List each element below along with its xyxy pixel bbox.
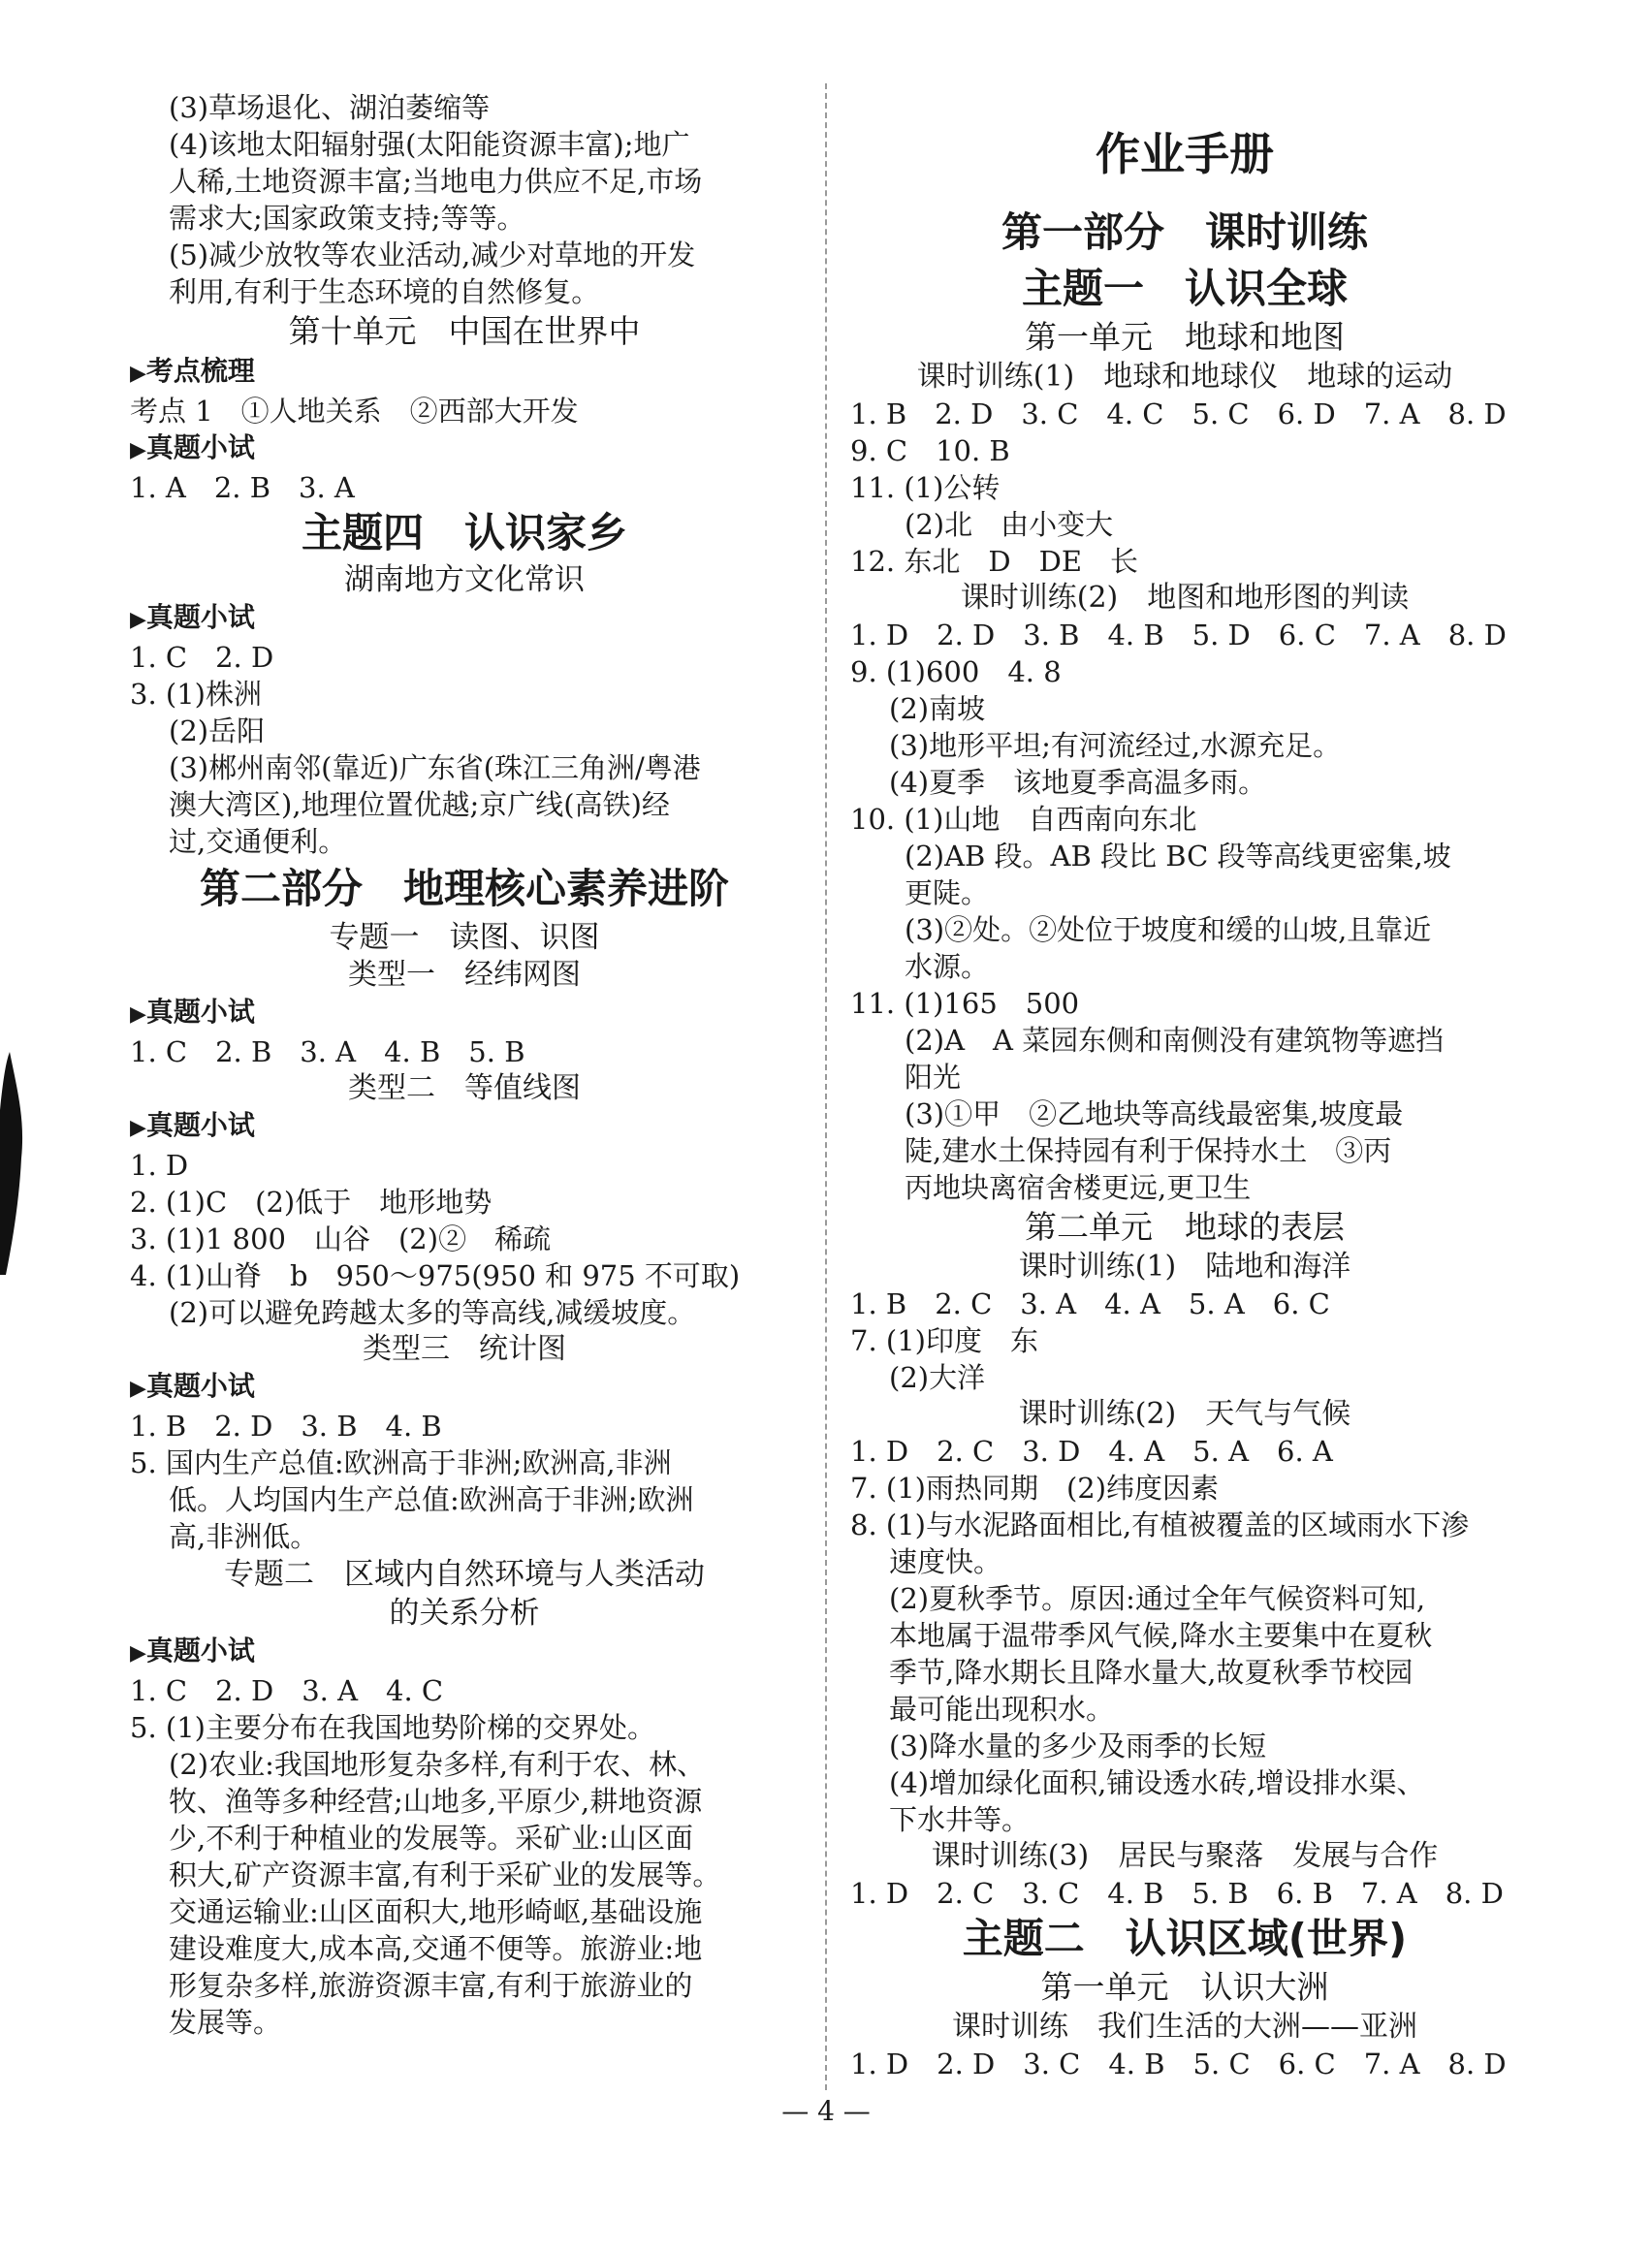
answer-line: 丙地块离宿舍楼更远,更卫生 bbox=[905, 1171, 1252, 1204]
answer-line: 高,非洲低。 bbox=[169, 1520, 319, 1553]
part-heading: 第一部分 课时训练 bbox=[1001, 208, 1368, 256]
section-tag bbox=[130, 1633, 799, 1672]
answer-line: 1. B 2. D 3. B 4. B bbox=[130, 1410, 442, 1443]
theme-heading: 主题二 认识区域(世界) bbox=[962, 1915, 1408, 1962]
answer-line: 11. (1)公转 bbox=[850, 471, 1001, 504]
answer-line: (2)农业:我国地形复杂多样,有利于农、林、 bbox=[169, 1748, 706, 1781]
answer-line: 5. (1)主要分布在我国地势阶梯的交界处。 bbox=[130, 1711, 655, 1744]
answer-line: (3)②处。②处位于坡度和缓的山坡,且靠近 bbox=[905, 913, 1432, 946]
column-divider bbox=[825, 83, 827, 2090]
unit-heading: 第一单元 地球和地图 bbox=[1025, 318, 1345, 356]
answer-line: 10. (1)山地 自西南向东北 bbox=[850, 803, 1197, 836]
answer-line: (2)岳阳 bbox=[169, 714, 266, 747]
answer-line: (2)AB 段。AB 段比 BC 段等高线更密集,坡 bbox=[905, 840, 1451, 873]
answer-line: (5)减少放牧等农业活动,减少对草地的开发 bbox=[169, 238, 696, 271]
lesson-heading: 课时训练(3) 居民与聚落 发展与合作 bbox=[931, 1839, 1439, 1873]
answer-line: 速度快。 bbox=[889, 1545, 1002, 1578]
lesson-heading: 课时训练(2) 天气与气候 bbox=[1018, 1397, 1351, 1431]
lesson-heading: 类型二 等值线图 bbox=[348, 1071, 581, 1105]
answer-line: 8. (1)与水泥路面相比,有植被覆盖的区域雨水下渗 bbox=[850, 1508, 1470, 1541]
section-tag bbox=[130, 429, 799, 469]
answer-line: 牧、渔等多种经营;山地多,平原少,耕地资源 bbox=[169, 1785, 703, 1818]
book-title: 作业手册 bbox=[1096, 128, 1274, 180]
answer-line: 4. (1)山脊 b 950～975(950 和 975 不可取) bbox=[130, 1259, 741, 1292]
answer-line: 低。人均国内生产总值:欧洲高于非洲;欧洲 bbox=[169, 1483, 694, 1516]
lesson-heading: 类型三 统计图 bbox=[363, 1332, 566, 1366]
answer-line: 1. D 2. D 3. B 4. B 5. D 6. C 7. A 8. D bbox=[850, 619, 1507, 651]
part-heading: 第二部分 地理核心素养进阶 bbox=[199, 865, 729, 912]
answer-line: 发展等。 bbox=[169, 2006, 282, 2039]
answer-line: 9. C 10. B bbox=[850, 434, 1010, 467]
answer-line: 少,不利于种植业的发展等。采矿业:山区面 bbox=[169, 1822, 693, 1855]
answer-line: (2)A A 菜园东侧和南侧没有建筑物等遮挡 bbox=[905, 1024, 1445, 1057]
section-tag-label: 真题小试 bbox=[145, 996, 255, 1028]
answer-line: (3)①甲 ②乙地块等高线最密集,坡度最 bbox=[905, 1097, 1404, 1130]
unit-heading: 第二单元 地球的表层 bbox=[1025, 1208, 1345, 1246]
section-tag-label: 真题小试 bbox=[145, 601, 255, 633]
answer-line: 需求大;国家政策支持;等等。 bbox=[169, 202, 525, 235]
answer-line: 利用,有利于生态环境的自然修复。 bbox=[169, 275, 600, 308]
topic-heading: 专题二 区域内自然环境与人类活动 bbox=[224, 1557, 705, 1592]
answer-line: 陡,建水土保持园有利于保持水土 ③丙 bbox=[905, 1134, 1392, 1167]
answer-line: 澳大湾区),地理位置优越;京广线(高铁)经 bbox=[169, 788, 670, 821]
answer-line: 1. A 2. B 3. A bbox=[130, 471, 355, 504]
answer-line: (2)北 由小变大 bbox=[905, 508, 1114, 541]
lesson-heading: 课时训练(2) 地图和地形图的判读 bbox=[960, 581, 1410, 615]
section-tag-label: 真题小试 bbox=[145, 1635, 255, 1667]
unit-heading: 第一单元 认识大洲 bbox=[1040, 1968, 1329, 2006]
answer-line: 2. (1)C (2)低于 地形地势 bbox=[130, 1186, 492, 1219]
answer-line: 下水井等。 bbox=[889, 1803, 1031, 1836]
answer-line: (3)降水量的多少及雨季的长短 bbox=[889, 1730, 1267, 1762]
answer-line: 过,交通便利。 bbox=[169, 825, 347, 858]
answer-line: 考点 1 ①人地关系 ②西部大开发 bbox=[130, 395, 579, 428]
triangle-icon: ▶ bbox=[130, 362, 146, 386]
triangle-icon: ▶ bbox=[130, 608, 146, 632]
answer-line: 1. D 2. C 3. D 4. A 5. A 6. A bbox=[850, 1435, 1333, 1468]
answer-line: (3)地形平坦;有河流经过,水源充足。 bbox=[889, 729, 1342, 762]
lesson-heading: 课时训练 我们生活的大洲——亚洲 bbox=[952, 2010, 1417, 2044]
section-tag bbox=[130, 994, 799, 1033]
answer-line: (4)夏季 该地夏季高温多雨。 bbox=[889, 766, 1267, 799]
lesson-heading: 类型一 经纬网图 bbox=[348, 958, 581, 992]
section-tag bbox=[130, 1107, 799, 1147]
answer-line: (2)大洋 bbox=[889, 1361, 986, 1394]
answer-line: 1. C 2. D bbox=[130, 641, 274, 674]
answer-line: 12. 东北 D DE 长 bbox=[850, 545, 1139, 578]
answer-line: 1. D bbox=[130, 1149, 189, 1182]
section-tag bbox=[130, 353, 799, 393]
answer-line: 更陡。 bbox=[905, 876, 990, 909]
answer-line: (4)该地太阳辐射强(太阳能资源丰富);地广 bbox=[169, 128, 690, 161]
section-tag-label: 考点梳理 bbox=[145, 355, 255, 387]
triangle-icon: ▶ bbox=[130, 1116, 146, 1140]
theme-heading: 主题一 认识全球 bbox=[1021, 265, 1348, 312]
answer-line: 水源。 bbox=[905, 950, 990, 983]
answer-line: 建设难度大,成本高,交通不便等。旅游业:地 bbox=[169, 1932, 703, 1965]
answer-line: 5. 国内生产总值:欧洲高于非洲;欧洲高,非洲 bbox=[130, 1446, 672, 1479]
answer-line: (2)南坡 bbox=[889, 692, 986, 725]
answer-line: (2)可以避免跨越太多的等高线,减缓坡度。 bbox=[169, 1296, 696, 1329]
answer-line: 3. (1)1 800 山谷 (2)② 稀疏 bbox=[130, 1222, 552, 1255]
answer-line: 交通运输业:山区面积大,地形崎岖,基础设施 bbox=[169, 1895, 703, 1928]
answer-line: 阳光 bbox=[905, 1061, 962, 1094]
triangle-icon: ▶ bbox=[130, 1641, 146, 1666]
answer-line: (4)增加绿化面积,铺设透水砖,增设排水渠、 bbox=[889, 1766, 1425, 1799]
answer-line: 1. D 2. C 3. C 4. B 5. B 6. B 7. A 8. D bbox=[850, 1877, 1504, 1910]
topic-heading: 湖南地方文化常识 bbox=[344, 562, 585, 597]
answer-line: 最可能出现积水。 bbox=[889, 1693, 1115, 1726]
section-tag-label: 真题小试 bbox=[145, 431, 255, 463]
answer-line: (3)郴州南邻(靠近)广东省(珠江三角洲/粤港 bbox=[169, 751, 701, 784]
ink-smudge-mark bbox=[0, 1052, 29, 1275]
topic-heading: 的关系分析 bbox=[389, 1596, 540, 1631]
answer-line: (2)夏秋季节。原因:通过全年气候资料可知, bbox=[889, 1582, 1426, 1615]
answer-line: 形复杂多样,旅游资源丰富,有利于旅游业的 bbox=[169, 1969, 693, 2002]
answer-line: 7. (1)雨热同期 (2)纬度因素 bbox=[850, 1472, 1220, 1505]
triangle-icon: ▶ bbox=[130, 438, 146, 462]
answer-line: 1. C 2. D 3. A 4. C bbox=[130, 1674, 444, 1707]
lesson-heading: 课时训练(1) 陆地和海洋 bbox=[1018, 1250, 1351, 1284]
section-tag bbox=[130, 1368, 799, 1408]
section-tag-label: 真题小试 bbox=[145, 1109, 255, 1141]
answer-line: 本地属于温带季风气候,降水主要集中在夏秋 bbox=[889, 1619, 1433, 1652]
answer-line: (3)草场退化、湖泊萎缩等 bbox=[169, 91, 491, 124]
answer-line: 积大,矿产资源丰富,有利于采矿业的发展等。 bbox=[169, 1858, 721, 1891]
answer-line: 3. (1)株洲 bbox=[130, 678, 262, 711]
topic-heading: 专题一 读图、识图 bbox=[329, 920, 600, 955]
page-number: — 4 — bbox=[781, 2095, 871, 2127]
answer-line: 9. (1)600 4. 8 bbox=[850, 655, 1062, 688]
answer-line: 11. (1)165 500 bbox=[850, 987, 1080, 1020]
section-tag-label: 真题小试 bbox=[145, 1370, 255, 1402]
triangle-icon: ▶ bbox=[130, 1002, 146, 1027]
answer-line: 人稀,土地资源丰富;当地电力供应不足,市场 bbox=[169, 165, 703, 198]
answer-line: 季节,降水期长且降水量大,故夏秋季节校园 bbox=[889, 1656, 1414, 1689]
triangle-icon: ▶ bbox=[130, 1377, 146, 1401]
unit-heading: 第十单元 中国在世界中 bbox=[288, 312, 641, 350]
answer-line: 1. D 2. D 3. C 4. B 5. C 6. C 7. A 8. D bbox=[850, 2048, 1507, 2080]
left-column bbox=[130, 89, 799, 2041]
answer-line: 1. B 2. D 3. C 4. C 5. C 6. D 7. A 8. D bbox=[850, 397, 1507, 430]
answer-line: 1. B 2. C 3. A 4. A 5. A 6. C bbox=[850, 1287, 1330, 1320]
right-column bbox=[850, 89, 1519, 2082]
lesson-heading: 课时训练(1) 地球和地球仪 地球的运动 bbox=[916, 360, 1453, 394]
theme-heading: 主题四 认识家乡 bbox=[301, 509, 627, 556]
section-tag bbox=[130, 599, 799, 639]
answer-line: 7. (1)印度 东 bbox=[850, 1324, 1038, 1357]
answer-line: 1. C 2. B 3. A 4. B 5. B bbox=[130, 1035, 525, 1068]
